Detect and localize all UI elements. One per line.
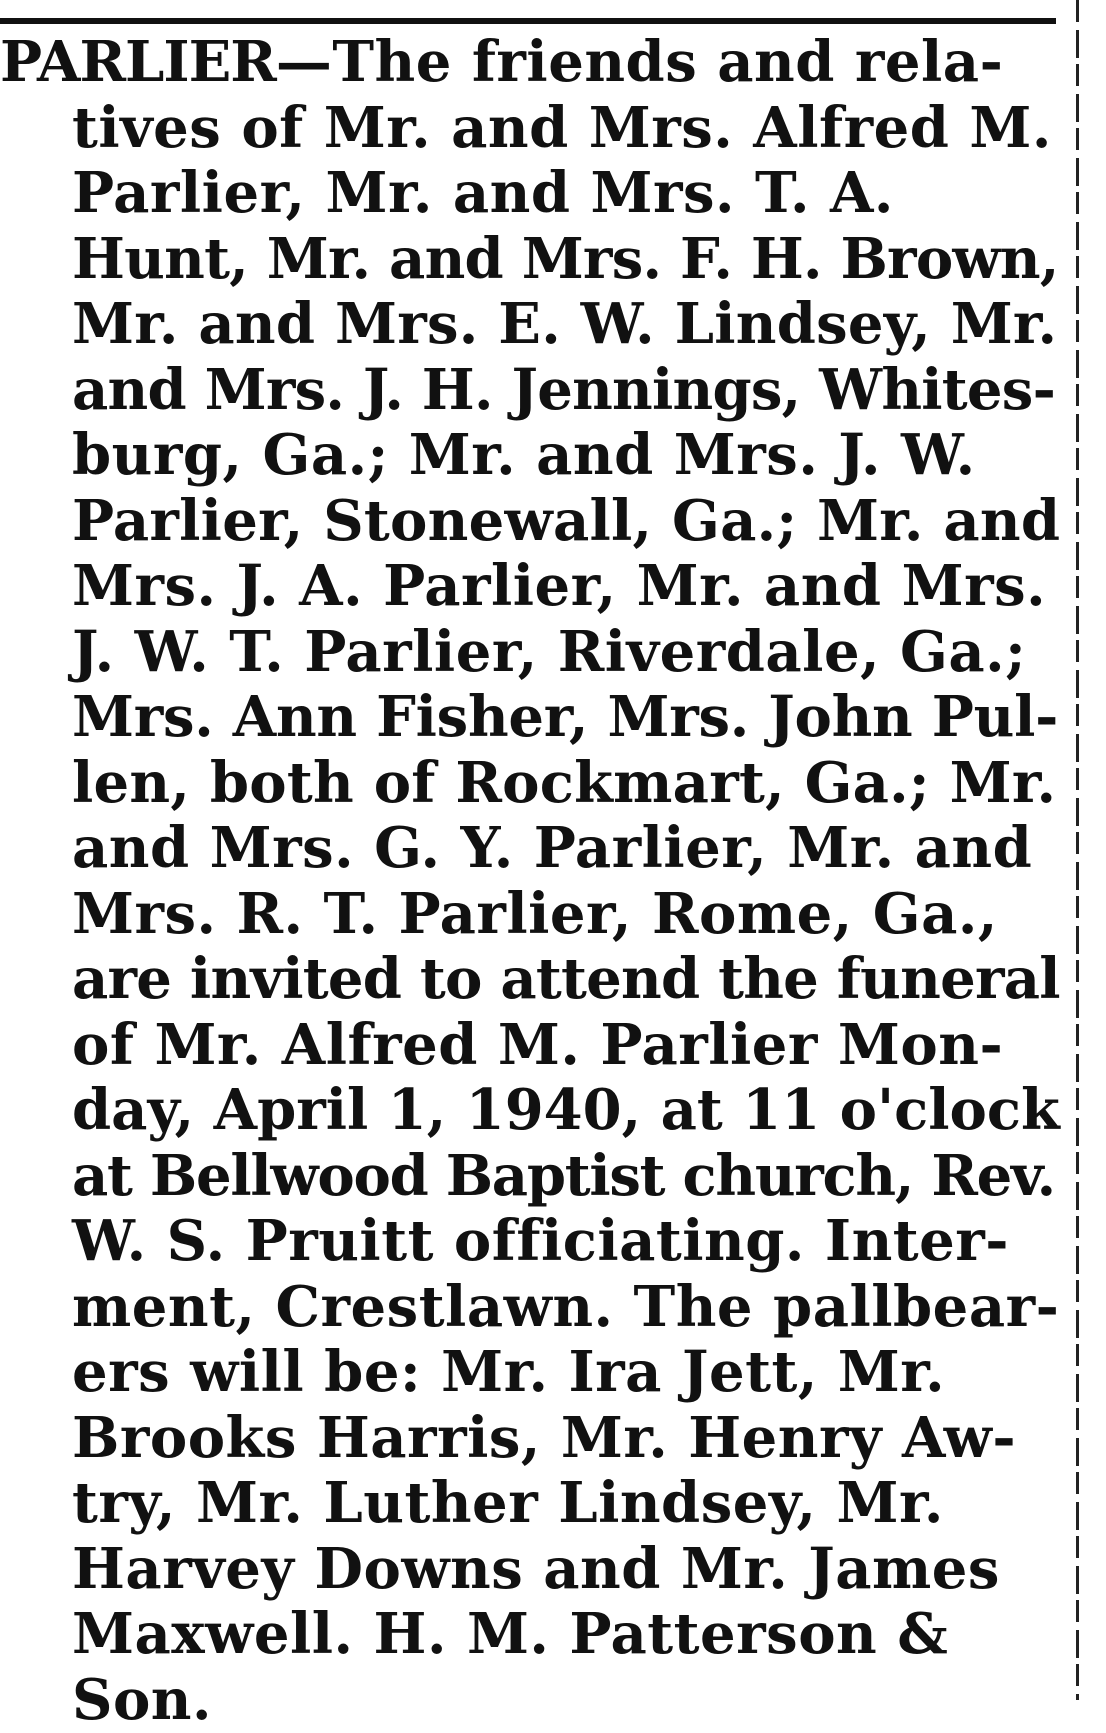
- notice-line-23: try, Mr. Luther Lindsey, Mr.: [0, 1471, 1060, 1537]
- notice-line-19: W. S. Pruitt officiating. Inter-: [0, 1209, 1060, 1275]
- notice-line-26: Son.: [0, 1668, 1060, 1733]
- notice-line-24: Harvey Downs and Mr. James: [0, 1537, 1060, 1603]
- notice-line-14: Mrs. R. T. Parlier, Rome, Ga.,: [0, 882, 1060, 948]
- notice-line-15: are invited to attend the funeral: [0, 947, 1060, 1013]
- funeral-notice: [0, 30, 1060, 1733]
- notice-line-3: Parlier, Mr. and Mrs. T. A.: [0, 161, 1060, 227]
- notice-line-10: J. W. T. Parlier, Riverdale, Ga.;: [0, 620, 1060, 686]
- notice-line-1: [0, 30, 1060, 96]
- notice-line-22: Brooks Harris, Mr. Henry Aw-: [0, 1406, 1060, 1472]
- notice-line-17: day, April 1, 1940, at 11 o'clock: [0, 1078, 1060, 1144]
- notice-line-2: tives of Mr. and Mrs. Alfred M.: [0, 96, 1060, 162]
- column-rule: [1076, 0, 1079, 1700]
- notice-line-21: ers will be: Mr. Ira Jett, Mr.: [0, 1340, 1060, 1406]
- notice-line-6: and Mrs. J. H. Jennings, Whites-: [0, 358, 1060, 424]
- notice-line-11: Mrs. Ann Fisher, Mrs. John Pul-: [0, 685, 1060, 751]
- notice-line-13: and Mrs. G. Y. Parlier, Mr. and: [0, 816, 1060, 882]
- notice-line-8: Parlier, Stonewall, Ga.; Mr. and: [0, 489, 1060, 555]
- top-rule: [0, 18, 1056, 24]
- notice-line-7: burg, Ga.; Mr. and Mrs. J. W.: [0, 423, 1060, 489]
- notice-line-text: —The friends and rela-: [276, 29, 1004, 95]
- notice-surname: PARLIER: [0, 29, 276, 95]
- notice-line-16: of Mr. Alfred M. Parlier Mon-: [0, 1013, 1060, 1079]
- notice-line-18: at Bellwood Baptist church, Rev.: [0, 1144, 1060, 1210]
- notice-line-20: ment, Crestlawn. The pallbear-: [0, 1275, 1060, 1341]
- notice-line-4: Hunt, Mr. and Mrs. F. H. Brown,: [0, 227, 1060, 293]
- notice-line-12: len, both of Rockmart, Ga.; Mr.: [0, 751, 1060, 817]
- notice-line-5: Mr. and Mrs. E. W. Lindsey, Mr.: [0, 292, 1060, 358]
- notice-line-9: Mrs. J. A. Parlier, Mr. and Mrs.: [0, 554, 1060, 620]
- notice-line-25: Maxwell. H. M. Patterson &: [0, 1602, 1060, 1668]
